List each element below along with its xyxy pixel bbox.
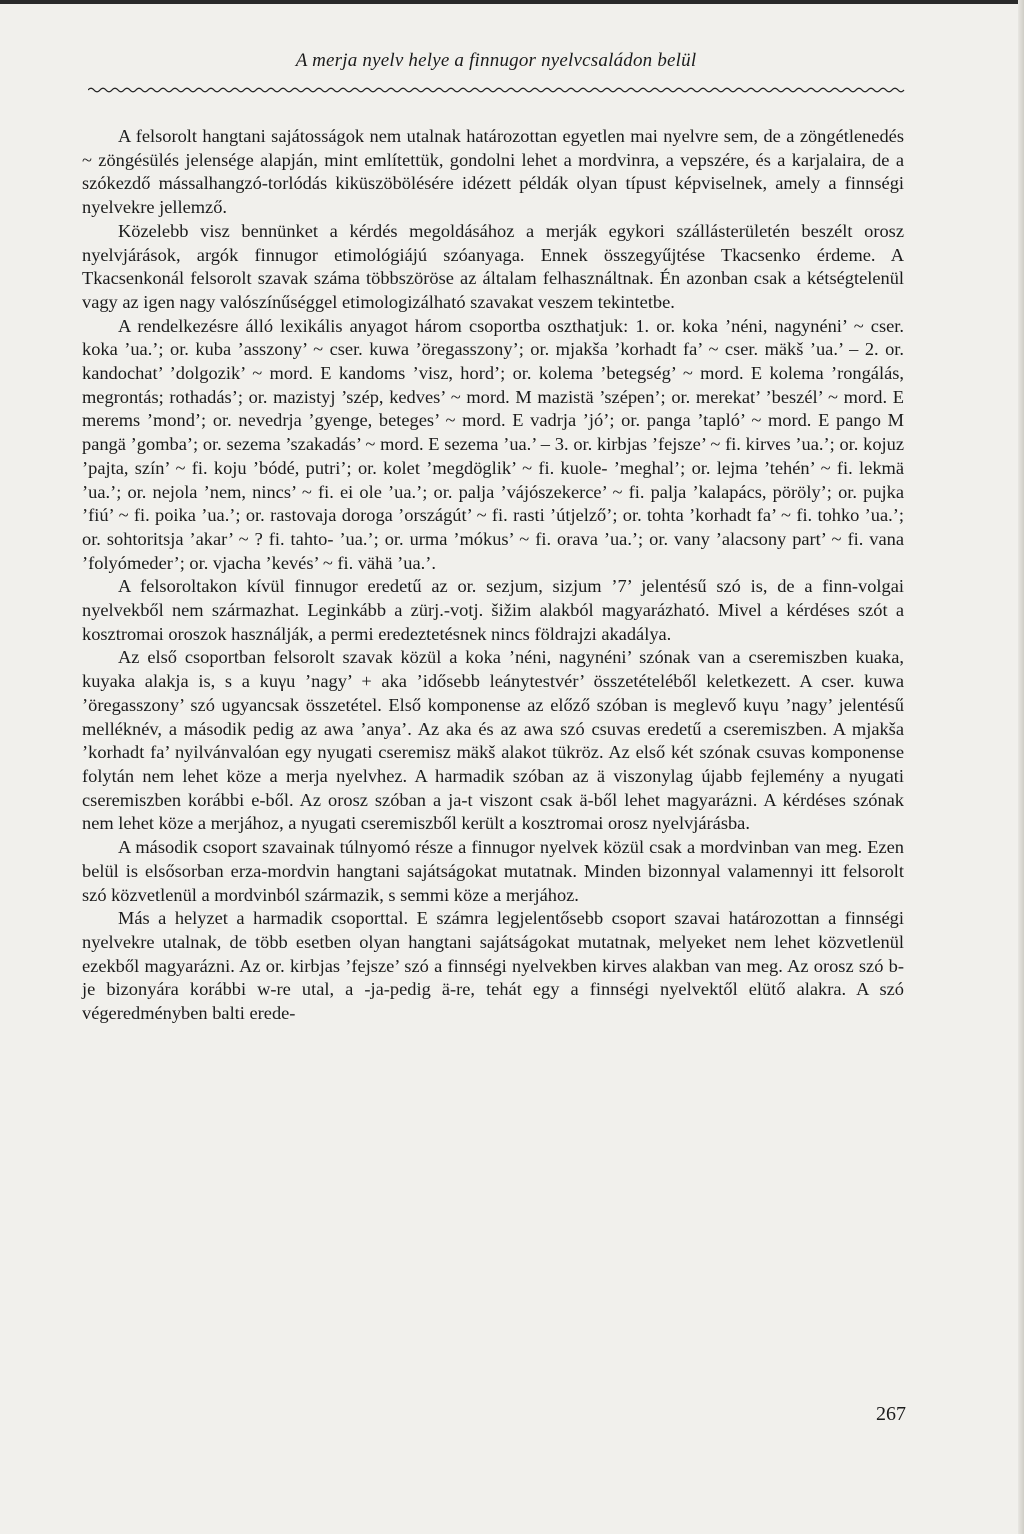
wavy-divider bbox=[88, 86, 908, 94]
page-body bbox=[82, 125, 904, 1026]
paragraph: Közelebb visz bennünket a kérdés megoldásához a merják egykori szállásterületén beszélt orosz nyelvjárások, argók finnugor etimológiájú szóanyaga. Ennek összegyűjtése Tkacsenko érdeme. A Tkacsenkonál felsorolt szavak száma többszöröse az általam felhasználtnak. Én azonban csak a kétségtelenül vagy az igen nagy valószínűséggel etimologizálható szavakat veszem tekintetbe. bbox=[82, 220, 904, 312]
running-head: A merja nyelv helye a finnugor nyelvcsaládon belül bbox=[295, 50, 697, 71]
scan-right-edge bbox=[1018, 0, 1024, 1534]
scan-top-edge bbox=[0, 0, 1024, 4]
paragraph: Az első csoportban felsorolt szavak közül a koka ’néni, nagynéni’ szónak van a cseremiszben kuaka, kuyaka alakja is, s a kuγu ’nagy’ + aka ’idősebb leánytestvér’ összetételéből keletkezett. A cser. kuwa ’öregasszony’ szó ugyancsak összetétel. Első komponense az előző szóban is meglevő kuγu ’nagy’ jelentésű melléknév, a második pedig az awa ’anya’. Az aka és az awa szó csuvas eredetű a cseremiszben. A mjakša ’korhadt fa’ nyilvánvalóan egy nyugati cseremisz mäkš alakot tükröz. Az első két szónak csuvas komponense folytán nem lehet köze a merja nyelvhez. A harmadik szóban az ä viszonylag újabb fejlemény a nyugati cseremiszben korábbi e-ből. Az orosz szóban a ja-t viszont csak ä-ből lehet magyarázni. A kérdéses szónak nem lehet köze a merjához, a nyugati cseremiszből került a kosztromai orosz nyelvjárásba. bbox=[82, 647, 904, 834]
page-number: 267 bbox=[876, 1403, 906, 1425]
paragraph: A rendelkezésre álló lexikális anyagot három csoportba oszthatjuk: 1. or. koka ’néni, nagynéni’ ~ cser. koka ’ua.’; or. kuba ’asszony’ ~ cser. kuwa ’öregasszony’; or. mjakša ’korhadt fa’ ~ cser. mäkš ’ua.’ – 2. or. kandochat’ ’dolgozik’ ~ mord. E kandoms ’visz, hord’; or. kolema ’betegség’ ~ mord. E kolema ’rongálás, megrontás; rothadás’; or. mazistyj ’szép, kedves’ ~ mord. M mazistä ’szépen’; or. merekat’ ’beszél’ ~ mord. E merems ’mond’; or. nevedrja ’gyenge, beteges’ ~ mord. E vadrja ’jó’; or. panga ’tapló’ ~ mord. E pango M pangä ’gomba’; or. sezema ’szakadás’ ~ mord. E sezema ’ua.’ – 3. or. kirbjas ’fejsze’ ~ fi. kirves ’ua.’; or. kojuz ’pajta, szín’ ~ fi. koju ’bódé, putri’; or. kolet ’megdöglik’ ~ fi. kuole- ’meghal’; or. lejma ’tehén’ ~ fi. lekmä ’ua.’; or. nejola ’nem, nincs’ ~ fi. ei ole ’ua.’; or. palja ’vájószekerce’ ~ fi. palja ’kalapács, pöröly’; or. pujka ’fiú’ ~ fi. poika ’ua.’; or. rastovaja doroga ’országút’ ~ fi. rasti ’útjelző’; or. tohta ’korhadt fa’ ~ fi. tohko ’ua.’; or. sohtoritsja ’akar’ ~ ? fi. tahto- ’ua.’; or. urma ’mókus’ ~ fi. orava ’ua.’; or. vany ’alacsony part’ ~ fi. vana ’folyómeder’; or. vjacha ’kevés’ ~ fi. vähä ’ua.’. bbox=[82, 315, 904, 573]
paragraph: A felsoroltakon kívül finnugor eredetű az or. sezjum, sizjum ’7’ jelentésű szó is, de a finn-volgai nyelvekből nem származhat. Leginkább a zürj.-votj. šižim alakból magyarázható. Mivel a kérdéses szót a kosztromai oroszok használják, a permi eredeztetésnek nincs földrajzi akadálya. bbox=[82, 576, 904, 644]
paragraph: Más a helyzet a harmadik csoporttal. E számra legjelentősebb csoport szavai határozottan a finnségi nyelvekre utalnak, de több esetben olyan hangtani sajátságokat mutatnak, melyeket nem lehet közvetlenül ezekből magyarázni. Az or. kirbjas ’fejsze’ szó a finnségi nyelvekben kirves alakban van meg. Az orosz szó b-je bizonyára korábbi w-re utal, a -ja-pedig ä-re, tehát egy a finnségi nyelvektől elütő alakra. A szó végeredményben balti erede- bbox=[82, 908, 904, 1024]
paragraph: A második csoport szavainak túlnyomó része a finnugor nyelvek közül csak a mordvinban van meg. Ezen belül is elsősorban erza-mordvin hangtani sajátságokat mutatnak. Minden bizonnyal valamennyi itt felsorolt szó közvetlenül a mordvinból származik, s semmi köze a merjához. bbox=[82, 837, 904, 905]
paragraph: A felsorolt hangtani sajátosságok nem utalnak határozottan egyetlen mai nyelvre sem, de a zöngétlenedés ~ zöngésülés jelensége alapján, mint említettük, gondolni lehet a mordvinra, a vepszére, és a karjalaira, de a szókezdő mássalhangzó-torlódás kiküszöbölésére idézett példák olyan típust képviselnek, amely a finnségi nyelvekre jellemző. bbox=[82, 126, 904, 218]
